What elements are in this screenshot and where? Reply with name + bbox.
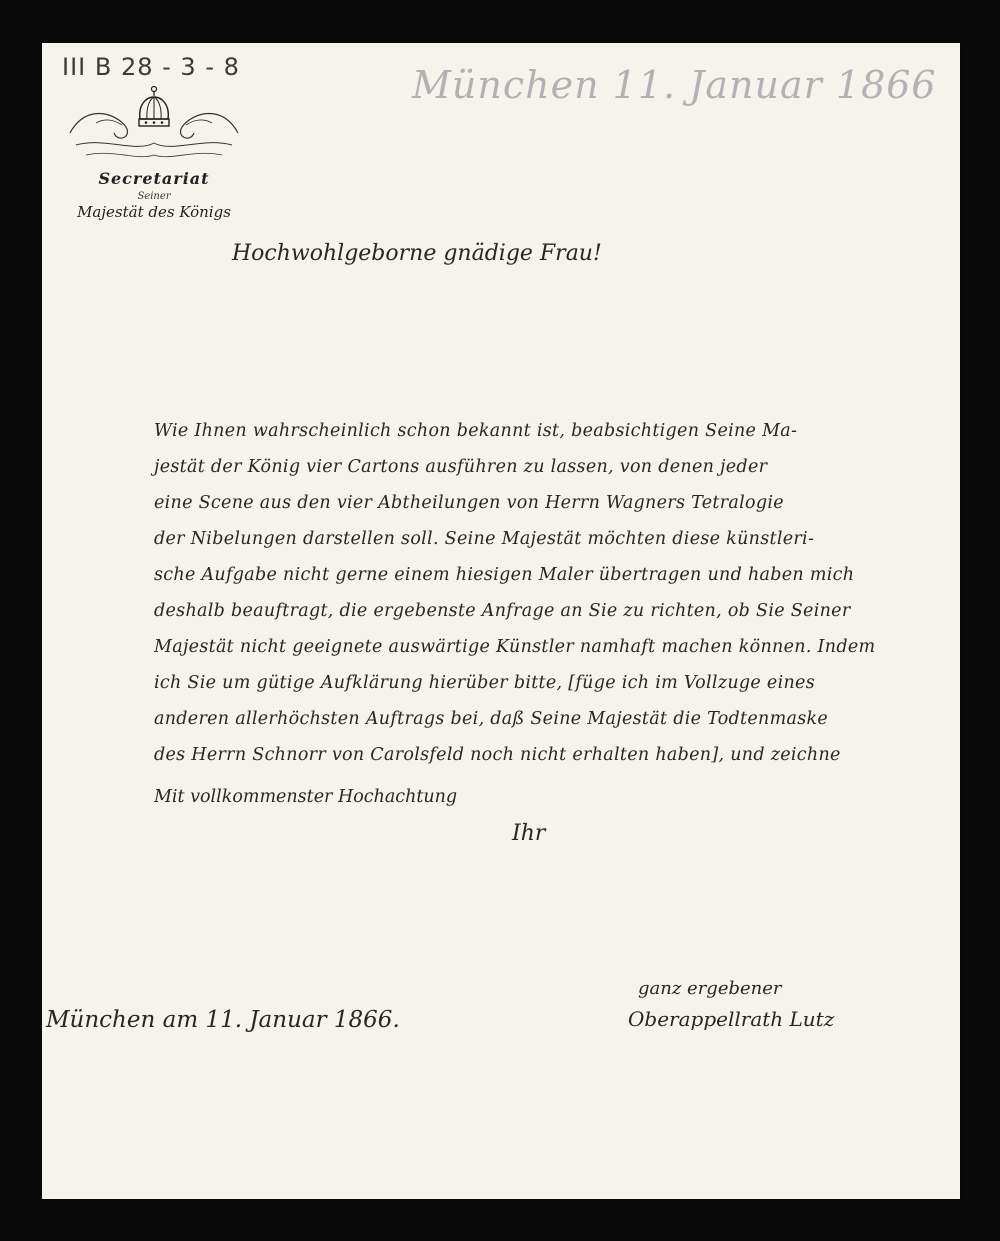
signature: Oberappellrath Lutz bbox=[628, 1007, 835, 1031]
body-line-7: Majestät nicht geeignete auswärtige Künstler namhaft machen können. Indem bbox=[154, 637, 876, 657]
letterhead-majestat: Majestät des Königs bbox=[77, 203, 231, 221]
letterhead bbox=[66, 85, 242, 225]
letterhead-title: Secretariat bbox=[98, 169, 210, 188]
letter-date: München am 11. Januar 1866. bbox=[46, 1007, 400, 1033]
body-line-1: Wie Ihnen wahrscheinlich schon bekannt ist, beabsichtigen Seine Ma- bbox=[154, 421, 798, 441]
crown-icon bbox=[136, 85, 172, 131]
archive-reference: III B 28 - 3 - 8 bbox=[62, 53, 240, 81]
closing-phrase: Mit vollkommenster Hochachtung bbox=[154, 787, 458, 807]
closing-ihr: Ihr bbox=[512, 821, 546, 846]
signoff-line-1: ganz ergebener bbox=[638, 978, 782, 999]
body-line-10: des Herrn Schnorr von Carolsfeld noch nicht erhalten haben], und zeichne bbox=[154, 745, 841, 765]
letter-sheet bbox=[42, 43, 960, 1199]
body-line-5: sche Aufgabe nicht gerne einem hiesigen Maler übertragen und haben mich bbox=[154, 565, 855, 585]
body-line-8: ich Sie um gütige Aufklärung hierüber bitte, [füge ich im Vollzuge eines bbox=[154, 673, 815, 693]
body-line-4: der Nibelungen darstellen soll. Seine Majestät möchten diese künstleri- bbox=[154, 529, 815, 549]
body-line-2: jestät der König vier Cartons ausführen zu lassen, von denen jeder bbox=[154, 457, 768, 477]
body-line-6: deshalb beauftragt, die ergebenste Anfrage an Sie zu richten, ob Sie Seiner bbox=[154, 601, 851, 621]
pencil-date-annotation: München 11. Januar 1866 bbox=[412, 63, 937, 107]
letterhead-seiner: Seiner bbox=[137, 191, 171, 202]
salutation: Hochwohlgeborne gnädige Frau! bbox=[232, 241, 602, 266]
body-line-3: eine Scene aus den vier Abtheilungen von Herrn Wagners Tetralogie bbox=[154, 493, 784, 513]
body-line-9: anderen allerhöchsten Auftrags bei, daß Seine Majestät die Todtenmaske bbox=[154, 709, 829, 729]
